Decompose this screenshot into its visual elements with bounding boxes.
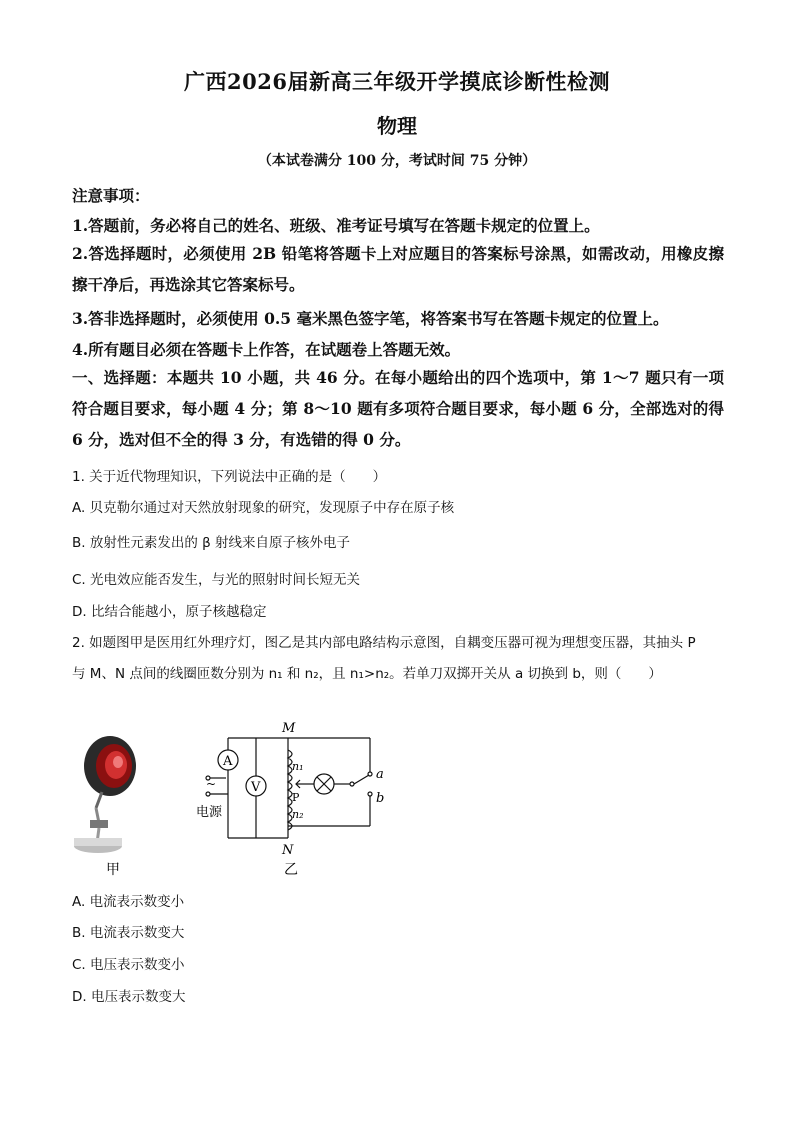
q1-option-b: B. 放射性元素发出的 β 射线来自原子核外电子 <box>72 535 351 551</box>
label-source: 电源 <box>196 805 223 820</box>
label-n: N <box>282 843 294 858</box>
ammeter-label: A <box>223 754 233 769</box>
q2-option-a: A. 电流表示数变小 <box>72 894 185 910</box>
label-p: P <box>292 791 300 804</box>
q2-option-d: D. 电压表示数变大 <box>72 989 186 1005</box>
label-a: a <box>376 767 384 782</box>
q2-stem-line1: 2. 如题图甲是医用红外理疗灯，图乙是其内部电路结构示意图，自耦变压器可视为理想变压器，其抽头 P <box>72 635 696 651</box>
q1-option-d: D. 比结合能越小，原子核越稳定 <box>72 604 267 620</box>
label-yi: 乙 <box>284 862 298 878</box>
note-item-1: 1.答题前，务必将自己的姓名、班级、准考证号填写在答题卡规定的位置上。 <box>72 216 600 235</box>
exam-info: （本试卷满分 100 分，考试时间 75 分钟） <box>257 153 537 169</box>
q1-option-a: A. 贝克勒尔通过对天然放射现象的研究，发现原子中存在原子核 <box>72 500 455 516</box>
q2-stem-line2: 与 M、N 点间的线圈匝数分别为 n₁ 和 n₂，且 n₁>n₂。若单刀双掷开关从 a 切换到 b，则（ ） <box>72 666 662 682</box>
q1-option-c: C. 光电效应能否发生，与光的照射时间长短无关 <box>72 572 361 588</box>
note-item-2: 2.答选择题时，必须使用 2B 铅笔将答题卡上对应题目的答案标号涂黑，如需改动，用橡皮擦擦干净后，再选涂其它答案标号。 <box>72 244 724 294</box>
voltmeter-label: V <box>251 780 261 795</box>
note-item-4: 4.所有题目必须在答题卡上作答，在试题卷上答题无效。 <box>72 340 461 359</box>
note-item-3: 3.答非选择题时，必须使用 0.5 毫米黑色签字笔，将答案书写在答题卡规定的位置上。 <box>72 309 669 328</box>
label-m: M <box>282 721 296 736</box>
label-n2: n₂ <box>292 808 304 821</box>
q2-option-c: C. 电压表示数变小 <box>72 957 185 973</box>
notes-heading: 注意事项： <box>72 186 150 205</box>
q1-stem: 1. 关于近代物理知识，下列说法中正确的是（ ） <box>72 469 387 485</box>
circuit-diagram <box>206 738 372 838</box>
exam-title: 广西2026届新高三年级开学摸底诊断性检测 <box>184 69 610 94</box>
label-ac: ~ <box>206 777 217 791</box>
label-n1: n₁ <box>292 760 304 773</box>
label-jia: 甲 <box>106 862 120 878</box>
label-b: b <box>376 791 385 806</box>
q2-option-b: B. 电流表示数变大 <box>72 925 185 941</box>
q2-figure <box>60 708 400 888</box>
infrared-lamp-image <box>74 736 136 853</box>
subject-title: 物理 <box>377 114 417 138</box>
section-intro: 一、选择题：本题共 10 小题，共 46 分。在每小题给出的四个选项中，第 1～7 题只有一项符合题目要求，每小题 4 分；第 8～10 题有多项符合题目要求，每小题 6 分，全部选对的得 6 分，选对但不全的得 3 分，有选错的得 0 分。 <box>72 368 724 449</box>
